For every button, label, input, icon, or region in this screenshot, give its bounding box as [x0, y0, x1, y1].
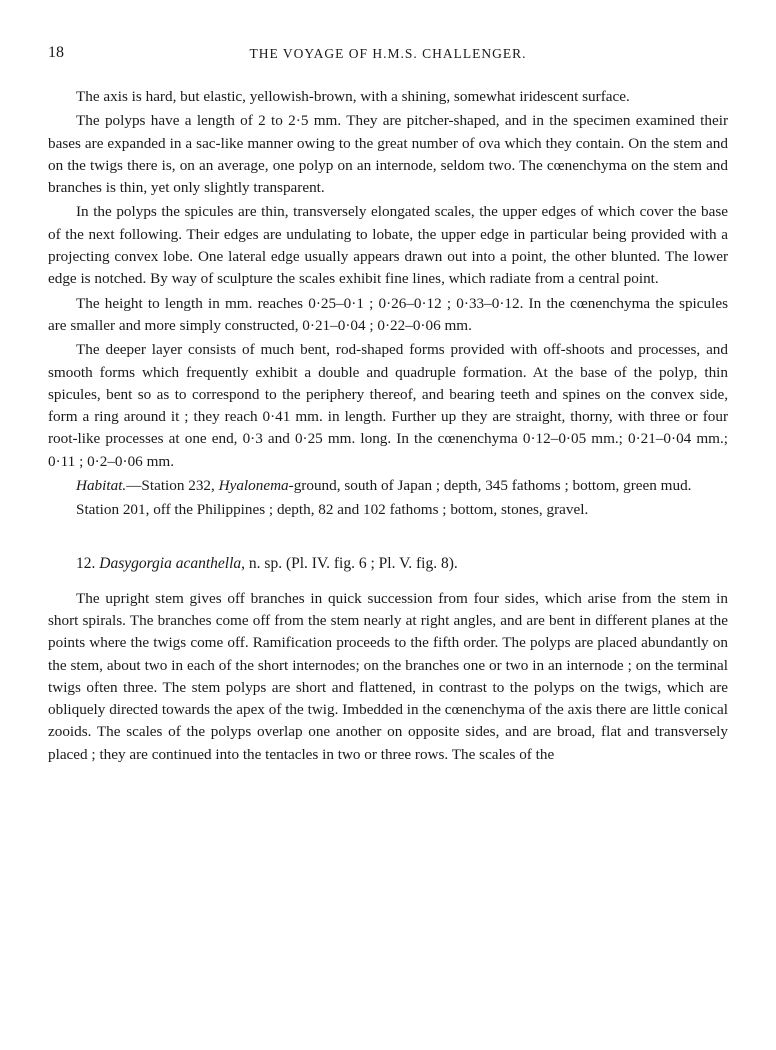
paragraph-station-201: Station 201, off the Philippines ; depth, 82 and 102 fathoms ; bottom, stones, gravel. [76, 501, 589, 519]
habitat-label: Habitat. [76, 477, 127, 495]
paragraph-axis: The axis is hard, but elastic, yellowish-brown, with a shining, somewhat iridescent surface. [76, 88, 630, 105]
paragraph-habitat [48, 475, 728, 497]
document-page [48, 44, 728, 768]
habitat-rest: -ground, south of Japan ; depth, 345 fathoms ; bottom, green mud. [288, 477, 692, 495]
paragraph-deeper-layer: The deeper layer consists of much bent, rod-shaped forms provided with off-shoots and processes, and smooth forms which frequently exhibit a double and quadruple formation. At the base of the polyp, thin spicules, bent so as to correspond to the periphery thereof, and bearing teeth and spines on the convex side, form a ring around it ; they reach 0·41 mm. in length. Further up they are straight, thorny, with three or four root-like processes at one end, 0·3 and 0·25 mm. long. In the cœnenchyma 0·12–0·05 mm.; 0·21–0·04 mm.; 0·11 ; 0·2–0·06 mm. [48, 341, 728, 470]
paragraph-spicules: In the polyps the spicules are thin, transversely elongated scales, the upper edges of which cover the base of the next following. Their edges are undulating to lobate, the upper edge in particular being provided with a projecting convex lobe. One lateral edge usually appears drawn out into a point, the other blunted. The lower edge is notched. By way of sculpture the scales exhibit fine lines, which radiate from a central point. [48, 203, 728, 288]
species-number: 12. [76, 554, 96, 572]
paragraph-polyps: The polyps have a length of 2 to 2·5 mm. They are pitcher-shaped, and in the specimen examined their bases are expanded in a sac-like manner owing to the great number of ova which they contain. On the stem and on the twigs there is, on an average, one polyp on an internode, seldom two. The cœnenchyma on the stem and branches is thin, yet only slightly transparent. [48, 112, 728, 197]
species-name: Dasygorgia acanthella [99, 554, 242, 572]
page-header [48, 44, 728, 66]
species-heading [76, 552, 728, 576]
running-title: THE VOYAGE OF H.M.S. CHALLENGER. [249, 46, 527, 61]
habitat-genus: Hyalonema [218, 477, 289, 495]
species-reference: , n. sp. (Pl. IV. fig. 6 ; Pl. V. fig. 8). [241, 554, 458, 572]
paragraph-measurements: The height to length in mm. reaches 0·25–0·1 ; 0·26–0·12 ; 0·33–0·12. In the cœnenchyma the spicules are smaller and more simply constructed, 0·21–0·04 ; 0·22–0·06 mm. [48, 294, 728, 334]
paragraph-description: The upright stem gives off branches in quick succession from four sides, which arise from the stem in short spirals. The branches come off from the stem nearly at right angles, and are bent in different planes at the points where the twigs come off. Ramification proceeds to the fifth order. The polyps are placed abundantly on the stem, about two in each of the short internodes; on the branches one or two in an internode ; on the terminal twigs often three. The stem polyps are short and flattened, in contrast to the polyps on the twigs, which are obliquely directed towards the apex of the twig. Imbedded in the cœnenchyma of the axis there are little conical zooids. The scales of the polyps overlap one another on opposite sides, and are broad, flat and transversely placed ; they are continued into the tentacles in two or three rows. The scales of the [48, 589, 728, 763]
habitat-separator: —Station 232, [126, 477, 219, 495]
page-number: 18 [48, 44, 64, 61]
